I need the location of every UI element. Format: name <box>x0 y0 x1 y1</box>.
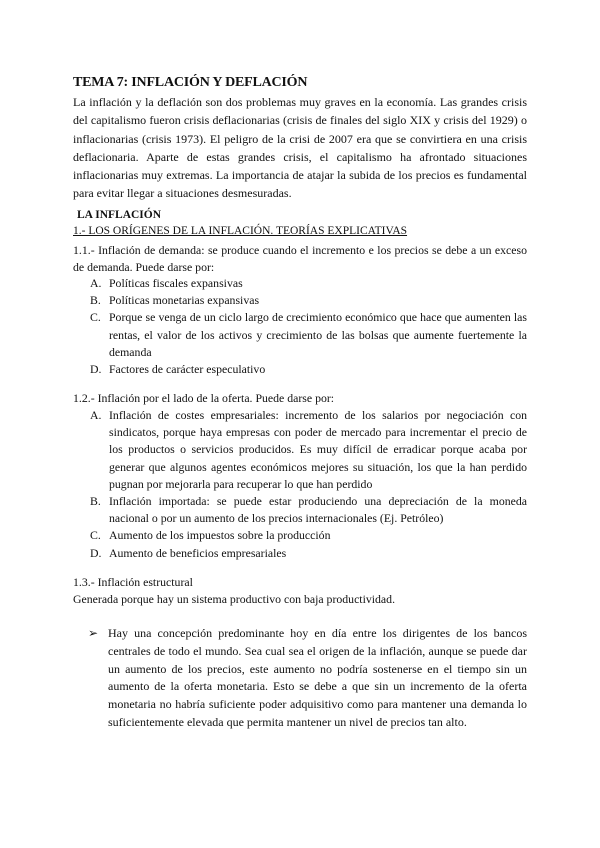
list-marker: C. <box>90 528 101 543</box>
paragraph-1-3-title: 1.3.- Inflación estructural <box>73 575 193 589</box>
list-item <box>90 407 527 493</box>
list-item <box>90 493 527 527</box>
page-title: TEMA 7: INFLACIÓN Y DEFLACIÓN <box>73 75 308 90</box>
list-item-text: Inflación importada: se puede estar produciendo una depreciación de la moneda nacional o por un aumento de los precios internacionales (Ej. Petróleo) <box>109 494 527 526</box>
paragraph-1-1: 1.1.- Inflación de demanda: se produce cuando el incremento e los precios se debe a un exceso de demanda. Puede darse por: <box>73 243 527 275</box>
list-item-text: Políticas monetarias expansivas <box>109 293 260 308</box>
list-item-text: Factores de carácter especulativo <box>109 362 266 377</box>
list-item <box>90 527 527 544</box>
list-item-text: Aumento de beneficios empresariales <box>109 545 287 560</box>
list-marker: D. <box>90 545 102 560</box>
bullet-paragraph <box>88 625 527 732</box>
supply-causes-list <box>90 407 527 562</box>
paragraph-1-2: 1.2.- Inflación por el lado de la oferta. Puede darse por: <box>73 391 335 405</box>
list-item <box>90 275 527 292</box>
arrow-bullet-icon: ➢ <box>88 626 99 640</box>
section-title: LA INFLACIÓN <box>77 209 162 221</box>
list-item <box>90 292 527 309</box>
list-marker: C. <box>90 310 101 325</box>
list-item-text: Políticas fiscales expansivas <box>109 276 243 290</box>
list-marker: A. <box>90 276 102 290</box>
paragraph-1-3-text: Generada porque hay un sistema productivo con baja productividad. <box>73 592 396 606</box>
list-item-text: Aumento de los impuestos sobre la producción <box>109 528 331 543</box>
list-item <box>90 361 527 378</box>
bullet-text: Hay una concepción predominante hoy en día entre los dirigentes de los bancos centrales de todo el mundo. Sea cual sea el origen de la inflación, aunque se puede dar un aumento de los precios, este aumento no podría sostenerse en el tiempo sin un aumento de la oferta monetaria. Esto se debe a que sin un incremento de la oferta monetaria no habría suficiente poder adquisitivo como para mantener una demanda lo suficientemente elevada que permita mantener un nivel de precios tan alto. <box>108 626 527 729</box>
subsection-title: 1.- LOS ORÍGENES DE LA INFLACIÓN. TEORÍAS EXPLICATIVAS <box>73 225 408 237</box>
list-marker: D. <box>90 362 102 377</box>
list-marker: B. <box>90 494 101 509</box>
demand-causes-list <box>90 275 527 378</box>
list-item <box>90 309 527 361</box>
list-item <box>90 545 527 562</box>
list-item-text: Inflación de costes empresariales: incremento de los salarios por negociación con sindicatos, porque haya empresas con poder de mercado para incrementar el precio de los productos o servicios producidos. Es muy difícil de erradicar porque acaba por generar que algunos agentes económicos mejores su situación, los que la han perdido pugnan por mejorarla para recuperar lo que han perdido <box>109 408 527 491</box>
list-marker: B. <box>90 293 101 308</box>
list-marker: A. <box>90 408 102 422</box>
intro-paragraph: La inflación y la deflación son dos problemas muy graves en la economía. Las grandes crisis del capitalismo fueron crisis deflacionarias (crisis de finales del siglo XIX y crisis del 1929) o inflacionarias (crisis 1973). El peligro de la crisi de 2007 era que se convirtiera en una crisis deflacionaria. Aparte de estas grandes crisis, el capitalismo ha afrontado situaciones inflacionarias muy extremas. La importancia de atajar la subida de los precios es fundamental para evitar llegar a situaciones desmesuradas. <box>73 95 527 201</box>
list-item-text: Porque se venga de un ciclo largo de crecimiento económico que hace que aumenten las rentas, el valor de los activos y crecimiento de las bolsas que aumente fuertemente la demanda <box>109 310 527 359</box>
